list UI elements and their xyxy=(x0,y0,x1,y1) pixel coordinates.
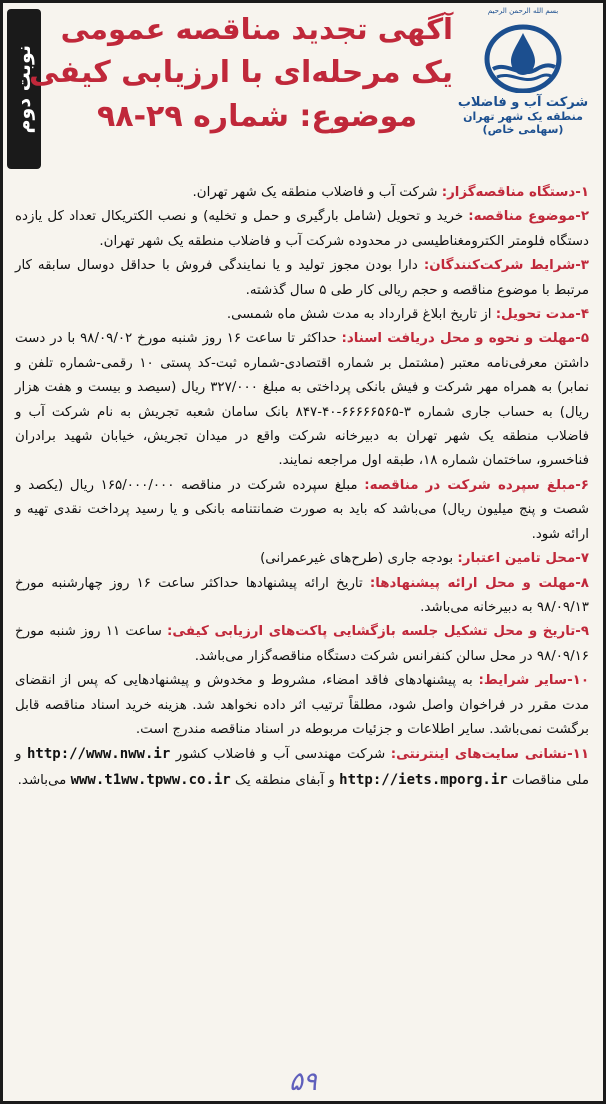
section-5 xyxy=(15,327,589,473)
section-7 xyxy=(15,547,589,571)
website-link-nww[interactable]: http://www.nww.ir xyxy=(26,746,171,763)
section-label: ۶-مبلغ سپرده شرکت در مناقصه: xyxy=(364,477,589,493)
section-text: تاریخ ارائه پیشنهادها حداکثر ساعت ۱۶ روز چهارشنبه مورخ ۹۸/۰۹/۱۳ به دبیرخانه می‌باشد. xyxy=(15,575,589,615)
notice-header xyxy=(3,3,603,179)
notice-body xyxy=(15,181,589,793)
section-text: بودجه جاری (طرح‌های غیرعمرانی) xyxy=(260,551,458,567)
logo-caption: بسم الله الرحمن الرحیم xyxy=(487,7,559,15)
website-link-t1ww[interactable]: www.t1ww.tpww.co.ir xyxy=(70,771,231,788)
section-label: ۸-مهلت و محل ارائه پیشنهادها: xyxy=(369,575,589,591)
website-link-iets[interactable]: http://iets.mporg.ir xyxy=(339,771,508,788)
section-8 xyxy=(15,572,589,621)
section-text: و آبفای منطقه یک xyxy=(230,772,340,788)
section-label: ۱۱-نشانی سایت‌های اینترنتی: xyxy=(390,747,590,763)
footer-mark xyxy=(3,1065,603,1099)
section-label: ۵-مهلت و نحوه و محل دریافت اسناد: xyxy=(341,331,590,347)
section-label: ۷-محل تامین اعتبار: xyxy=(457,551,589,567)
section-1 xyxy=(15,181,589,205)
section-text: می‌باشد. xyxy=(17,772,71,788)
company-region: منطقه یک شهر تهران xyxy=(463,110,583,123)
round-badge-label: نوبت دوم xyxy=(13,44,35,134)
section-text: ساعت ۱۱ روز شنبه مورخ ۹۸/۰۹/۱۶ در محل سالن کنفرانس شرکت دستگاه مناقصه‌گزار می‌باشد. xyxy=(15,624,589,664)
section-label: ۱-دستگاه مناقصه‌گزار: xyxy=(441,185,589,200)
section-text: به پیشنهادهای فاقد امضاء، مشروط و مخدوش و پیشنهادهایی که پس از انقضای مدت مقرر در فراخوان واصل شود، مطلقاً ترتیب اثر داده نخواهد شد. هزینه خرید اسناد مناقصه قابل برگشت نمی‌باشد. سایر اطلاعات و جزئیات مربوطه در اسناد مناقصه مندرج است. xyxy=(15,673,589,737)
section-text: شرکت مهندسی آب و فاضلاب کشور xyxy=(170,747,391,763)
section-text: دارا بودن مجوز تولید و یا نمایندگی فروش با حداقل دوسال سابقه کار مرتبط با موضوع مناقصه و حجم ریالی کار طی ۵ سال گذشته. xyxy=(15,258,589,298)
section-11 xyxy=(15,742,589,793)
section-10 xyxy=(15,669,589,742)
water-drop-logo-icon xyxy=(481,19,565,93)
section-label: ۳-شرایط شرکت‌کنندگان: xyxy=(423,258,589,274)
company-type: (سهامی خاص) xyxy=(482,123,564,136)
section-text: شرکت آب و فاضلاب منطقه یک شهر تهران. xyxy=(192,185,442,200)
company-name: شرکت آب و فاضلاب xyxy=(457,95,589,110)
section-label: ۴-مدت تحویل: xyxy=(495,307,589,323)
section-9 xyxy=(15,620,589,669)
section-2 xyxy=(15,205,589,254)
section-text: و ملی مناقصات xyxy=(15,747,589,788)
section-label: ۲-موضوع مناقصه: xyxy=(468,209,589,225)
section-text: مبلغ سپرده شرکت در مناقصه ۱۶۵/۰۰۰/۰۰۰ ریال (یکصد و شصت و پنج میلیون ریال) می‌باشد که باید به صورت ضمانتنامه بانکی و یا رسید پرداخت نقدی تهیه و ارائه شود. xyxy=(15,477,589,542)
section-label: ۹-تاریخ و محل تشکیل جلسه بازگشایی پاکت‌های ارزیابی کیفی: xyxy=(167,624,589,640)
section-label: ۱۰-سایر شرایط: xyxy=(478,673,589,689)
section-text: خرید و تحویل (شامل بارگیری و حمل و تخلیه) و نصب الکتریکال تعداد کل یازده دستگاه فلومتر الکترومغناطیسی در محدوده شرکت آب و فاضلاب منطقه یک شهر تهران. xyxy=(15,209,589,249)
section-6 xyxy=(15,474,589,547)
company-logo-block xyxy=(449,7,597,136)
section-text: حداکثر تا ساعت ۱۶ روز شنبه مورخ ۹۸/۰۹/۰۲ با در دست داشتن معرفی‌نامه معتبر (مشتمل بر شماره اقتصادی-شماره ثبت-کد پستی ۱۰ رقمی-شماره تلفن و نمابر) به همراه مهر شرکت و فیش بانکی پرداختی به مبلغ ۳۲۷/۰۰۰ ریال (سیصد و بیست و هفت هزار ریال) به حساب جاری شماره ۳-۶۶۶۶۶۵۶۵-۴۰-۸۴۷ بانک سامان شعبه تجریش به نام شرکت آب و فاضلاب منطقه یک شهر تهران به دبیرخانه شرکت واقع در میدان تجریش، خیابان شهید برادران فناخسرو، ساختمان شماره ۱۸، طبقه اول مراجعه نمایند. xyxy=(15,331,590,469)
section-3 xyxy=(15,254,589,303)
title-line-1: آگهی تجدید مناقصه عمومی xyxy=(60,12,453,46)
footer-mark-number: ۵۹ xyxy=(289,1067,317,1097)
title-line-3: موضوع: شماره ۲۹-۹۸ xyxy=(96,99,418,134)
title-line-2: یک مرحله‌ای با ارزیابی کیفی xyxy=(29,55,453,90)
notice-title xyxy=(29,7,453,139)
section-4 xyxy=(15,303,589,327)
section-text: از تاریخ ابلاغ قرارداد به مدت شش ماه شمسی. xyxy=(226,307,496,323)
